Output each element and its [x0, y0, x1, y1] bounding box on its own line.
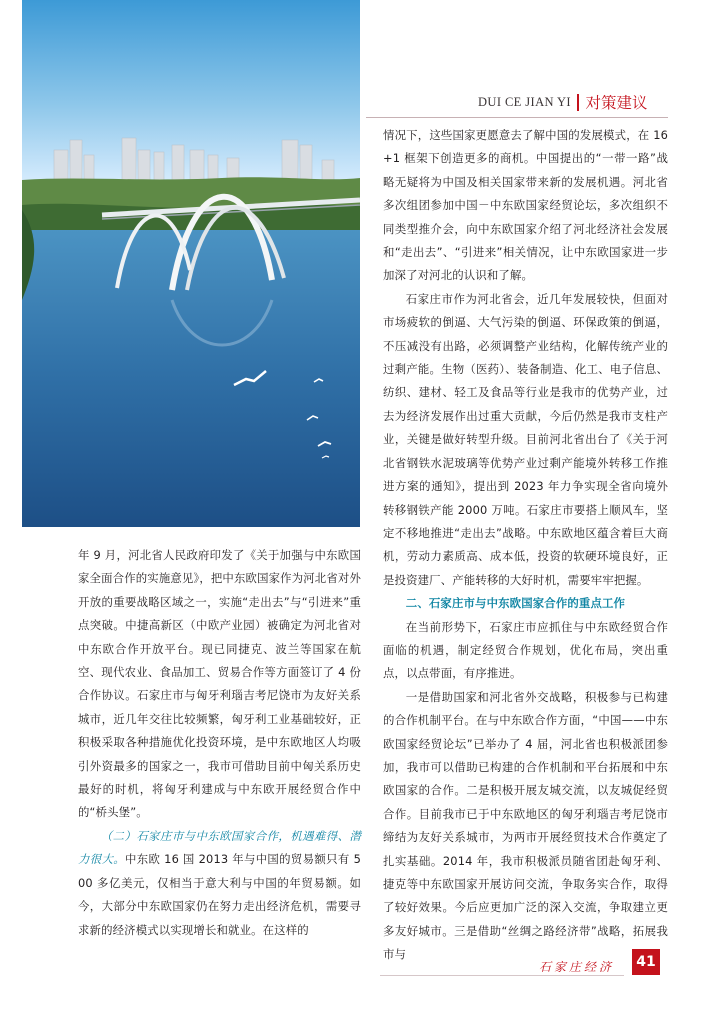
- footer-rule: [380, 975, 624, 976]
- header-pinyin: DUI CE JIAN YI: [478, 94, 571, 109]
- left-text-column: [78, 544, 361, 942]
- subsection-heading: （二）石家庄市与中东欧国家合作，机遇难得、潜力很大。: [78, 828, 361, 867]
- section-heading: 二、石家庄市与中东欧国家合作的重点工作: [405, 596, 626, 611]
- page-number: 41: [632, 949, 660, 975]
- header-rule: [366, 117, 668, 118]
- left-paragraph-2: [78, 825, 361, 942]
- header-section-title: 对策建议: [585, 94, 648, 112]
- left-paragraph-2-text: 中东欧 16 国 2013 年与中国的贸易额只有 500 多亿美元，仅相当于意大利与中国的年贸易额。如今，大部分中东欧国家仍在努力走出经济危机，需要寻求新的经济模式以实现增长和就业。在这样的: [78, 852, 361, 937]
- journal-name: 石家庄经济: [539, 960, 615, 974]
- right-paragraph-2: 石家庄市作为河北省会，近几年发展较快，但面对市场疲软的倒逼、大气污染的倒逼、环保政策的倒逼，不压减没有出路，必须调整产业结构，化解传统产业的过剩产能。生物（医药）、装备制造、化工、电子信息、纺织、建材、轻工及食品等行业是我市的优势产业，过去为经济发展作出过重大贡献，今后仍然是我市支柱产业，关键是做好转型升级。目前河北省出台了《关于河北省钢铁水泥玻璃等优势产业过剩产能境外转移工作推进方案的通知》，提出到 2023 年力争实现全省向境外转移钢铁产能 2000 万吨。石家庄市要搭上顺风车，坚定不移地推进“走出去”战略。中东欧地区蕴含着巨大商机，劳动力素质高、成本低，投资的软硬环境良好，正是投资建厂、产能转移的大好时机，需要牢牢把握。: [383, 291, 668, 587]
- running-header: [478, 89, 648, 115]
- header-divider: [577, 94, 580, 111]
- right-text-column: [383, 124, 668, 967]
- right-paragraph-3: 在当前形势下，石家庄市应抓住与中东欧经贸合作面临的机遇，制定经贸合作规划，优化布局，突出重点，以点带面，有序推进。: [383, 619, 668, 681]
- right-paragraph-4: 一是借助国家和河北省外交战略，积极参与已构建的合作机制平台。在与中东欧合作方面，“中国——中东欧国家经贸论坛”已举办了 4 届，河北省也积极派团参加，我市可以借助已构建的合作机制和平台拓展和中东欧国家的合作。二是积极开展友城交流，以友城促经贸合作。目前我市已于中东欧地区的匈牙利瑙吉考尼饶市缔结为友好关系城市，为两市开展经贸技术合作奠定了扎实基础。2014 年，我市积极派员随省团赴匈牙利、捷克等中东欧国家开展访问交流，争取务实合作，取得了较好效果。今后应更加广泛的深入交流，争取建立更多友好城市。三是借助“丝绸之路经济带”战略，拓展我市与: [383, 689, 668, 962]
- left-paragraph-1: 年 9 月，河北省人民政府印发了《关于加强与中东欧国家全面合作的实施意见》，把中东欧国家作为河北省对外开放的重要战略区域之一，实施“走出去”与“引进来”重点突破。中捷高新区（中欧产业园）被确定为河北省对中东欧合作开放平台。现已同捷克、波兰等国家在航空、现代农业、食品加工、贸易合作等方面签订了 4 份合作协议。石家庄市与匈牙利瑙吉考尼饶市为友好关系城市，近几年交往比较频繁，匈牙利工业基础较好，正积极采取各种措施优化投资环境，是中东欧地区人均吸引外资最多的国家之一，我市可借助目前中匈关系历史最好的时机，将匈牙利建成与中东欧开展经贸合作中的“桥头堡”。: [78, 548, 361, 820]
- right-paragraph-1: 情况下，这些国家更愿意去了解中国的发展模式，在 16+1 框架下创造更多的商机。中国提出的“一带一路”战略无疑将为中国及相关国家带来新的发展机遇。河北省多次组团参加中国－中东欧国家经贸论坛，多次组织不同类型推介会，向中东欧国家介绍了河北经济社会发展和“走出去”、“引进来”相关情况，让中东欧国家进一步加深了对河北的认识和了解。: [383, 128, 668, 283]
- bridge-photo: [22, 0, 360, 527]
